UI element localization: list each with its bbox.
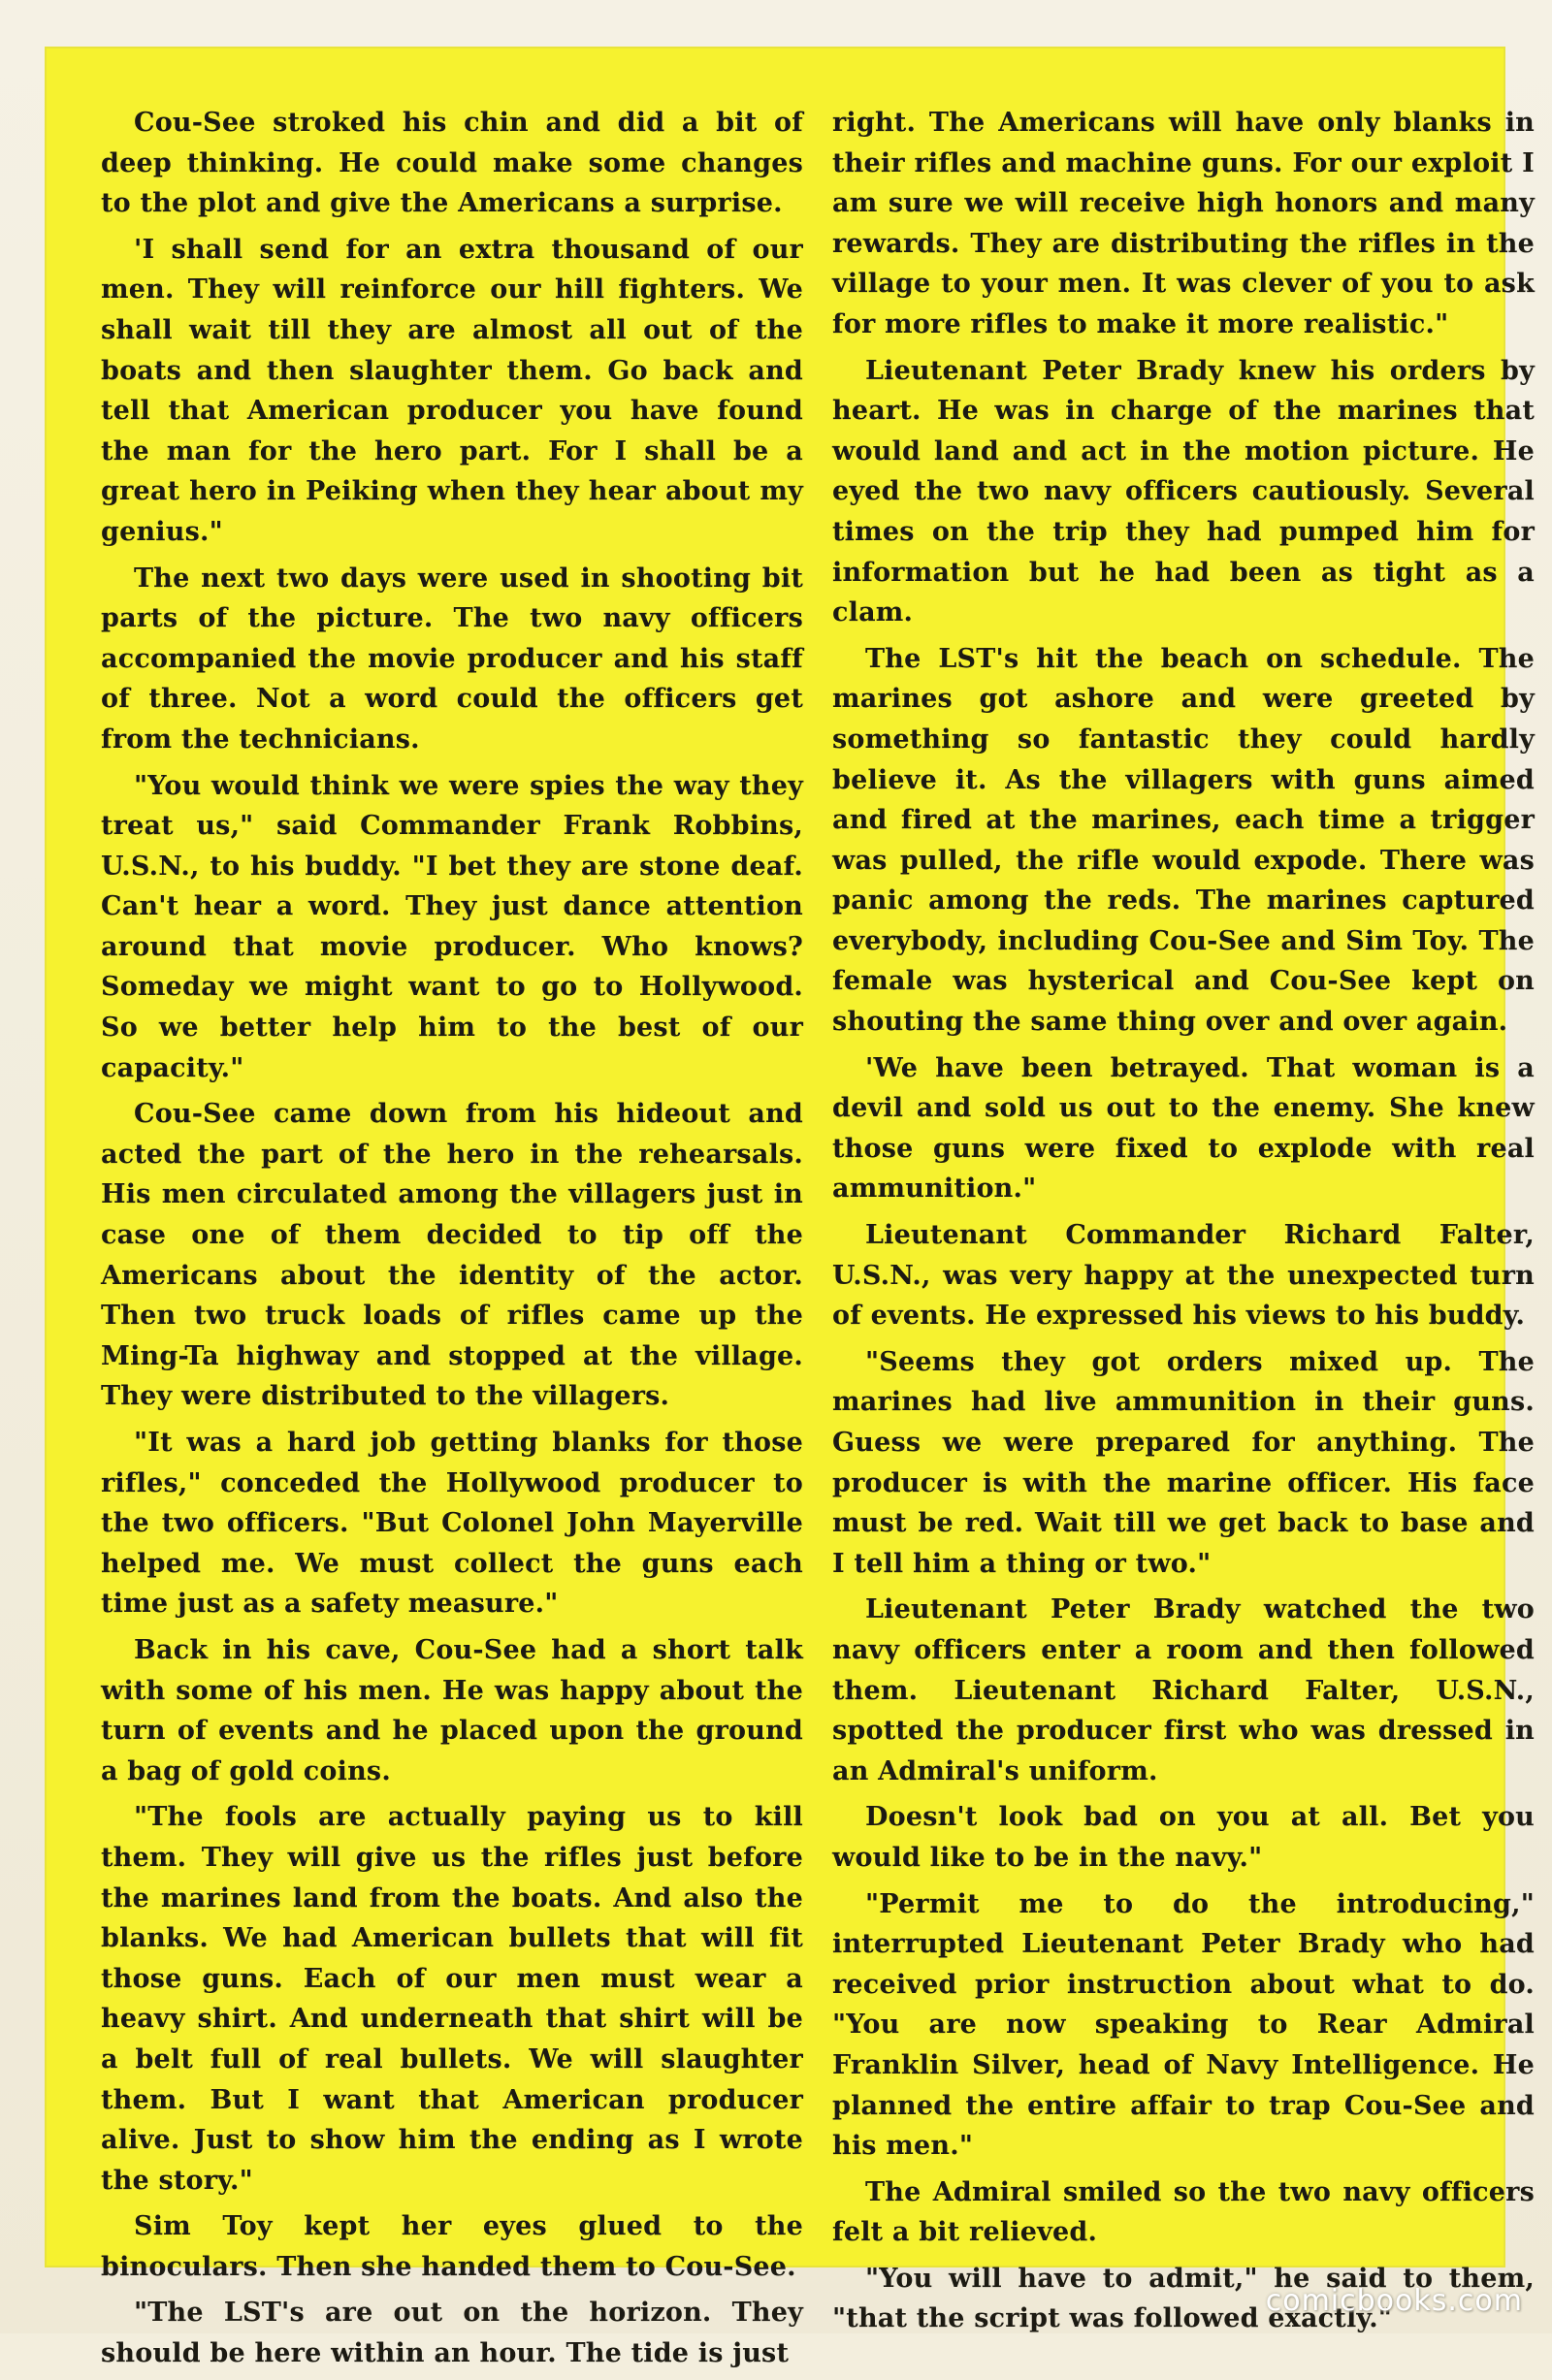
paragraph: Cou-See came down from his hideout and acted the part of the hero in the rehearsals. His men circulated among the villagers just in case one of them decided to tip off the Americans about the identity of the actor. Then two truck loads of rifles came up the Ming-Ta highway and stopped at the village. They were distributed to the villagers. <box>101 1099 803 1412</box>
paragraph: The Admiral smiled so the two navy officers felt a bit relieved. <box>832 2176 1535 2248</box>
paragraph: Lieutenant Peter Brady knew his orders by heart. He was in charge of the marines that would land and act in the motion picture. He eyed the two navy officers cautiously. Several times on the trip they had pumped him for information but he had been as tight as a clam. <box>832 355 1535 628</box>
paragraph: "Seems they got orders mixed up. The marines had live ammunition in their guns. Guess we were prepared for anything. The producer is with the marine officer. His face must be red. Wait till we get back to base and I tell him a thing or two." <box>832 1346 1535 1579</box>
paragraph: 'We have been betrayed. That woman is a devil and sold us out to the enemy. She knew those guns were fixed to explode with real ammunition." <box>832 1052 1535 1205</box>
paragraph: Sim Toy kept her eyes glued to the binoculars. Then she handed them to Cou-See. <box>101 2211 803 2282</box>
paragraph: Back in his cave, Cou-See had a short talk with some of his men. He was happy about the turn of events and he placed upon the ground a bag of gold coins. <box>101 1634 803 1786</box>
paragraph: "Permit me to do the introducing," interrupted Lieutenant Peter Brady who had received prior instruction about what to do. "You are now speaking to Rear Admiral Franklin Silver, head of Navy Intelligence. He planned the entire affair to trap Cou-See and his men." <box>832 1888 1535 2162</box>
site-watermark: comicbooks.com <box>1265 2284 1523 2318</box>
paragraph: Doesn't look bad on you at all. Bet you would like to be in the navy." <box>832 1802 1535 1873</box>
paragraph: "The fools are actually paying us to kill them. They will give us the rifles just before the marines land from the boats. And also the blanks. We had American bullets that will fit those guns. Each of our men must wear a heavy shirt. And underneath that shirt will be a belt full of real bullets. We will slaughter them. But I want that American producer alive. Just to show him the ending as I wrote the story." <box>101 1802 803 2196</box>
paragraph: right. The Americans will have only blanks in their rifles and machine guns. For our exploit I am sure we will receive high honors and many rewards. They are distributing the rifles in the village to your men. It was clever of you to ask for more rifles to make it more realistic." <box>832 108 1535 339</box>
paragraph: Lieutenant Peter Brady watched the two navy officers enter a room and then followed them. Lieutenant Richard Falter, U.S.N., spotted the producer first who was dressed in an Admiral's uniform. <box>832 1594 1535 1786</box>
paragraph: "You would think we were spies the way they treat us," said Commander Frank Robbins, U.S.N., to his buddy. "I bet they are stone deaf. Can't hear a word. They just dance attention around that movie producer. Who knows? Someday we might want to go to Hollywood. So we better help him to the best of our capacity." <box>101 770 803 1083</box>
paragraph: The LST's hit the beach on schedule. The marines got ashore and were greeted by something so fantastic they could hardly believe it. As the villagers with guns aimed and fired at the marines, each time a trigger was pulled, the rifle would expode. There was panic among the reds. The marines captured everybody, including Cou-See and Sim Toy. The female was hysterical and Cou-See kept on shouting the same thing over and over again. <box>832 643 1535 1038</box>
right-text-column <box>832 103 1535 2345</box>
paragraph: Cou-See stroked his chin and did a bit of deep thinking. He could make some changes to the plot and give the Americans a surprise. <box>101 108 803 219</box>
left-text-column <box>101 103 803 2380</box>
paragraph: "It was a hard job getting blanks for those rifles," conceded the Hollywood producer to the two officers. "But Colonel John Mayerville helped me. We must collect the guns each time just as a safety measure." <box>101 1428 803 1620</box>
paragraph: 'I shall send for an extra thousand of our men. They will reinforce our hill fighters. We shall wait till they are almost all out of the boats and then slaughter them. Go back and tell that American producer you have found the man for the hero part. For I shall be a great hero in Peiking when they hear about my genius." <box>101 234 803 547</box>
paragraph: Lieutenant Commander Richard Falter, U.S.N., was very happy at the unexpected turn of events. He expressed his views to his buddy. <box>832 1220 1535 1332</box>
paragraph: The next two days were used in shooting bit parts of the picture. The two navy officers accompanied the movie producer and his staff of three. Not a word could the officers get from the technicians. <box>101 563 803 755</box>
paragraph: "The LST's are out on the horizon. They should be here within an hour. The tide is just <box>101 2298 803 2369</box>
paragraph: "You will have to admit," he said to them, "that the script was followed exactly." <box>832 2263 1535 2334</box>
